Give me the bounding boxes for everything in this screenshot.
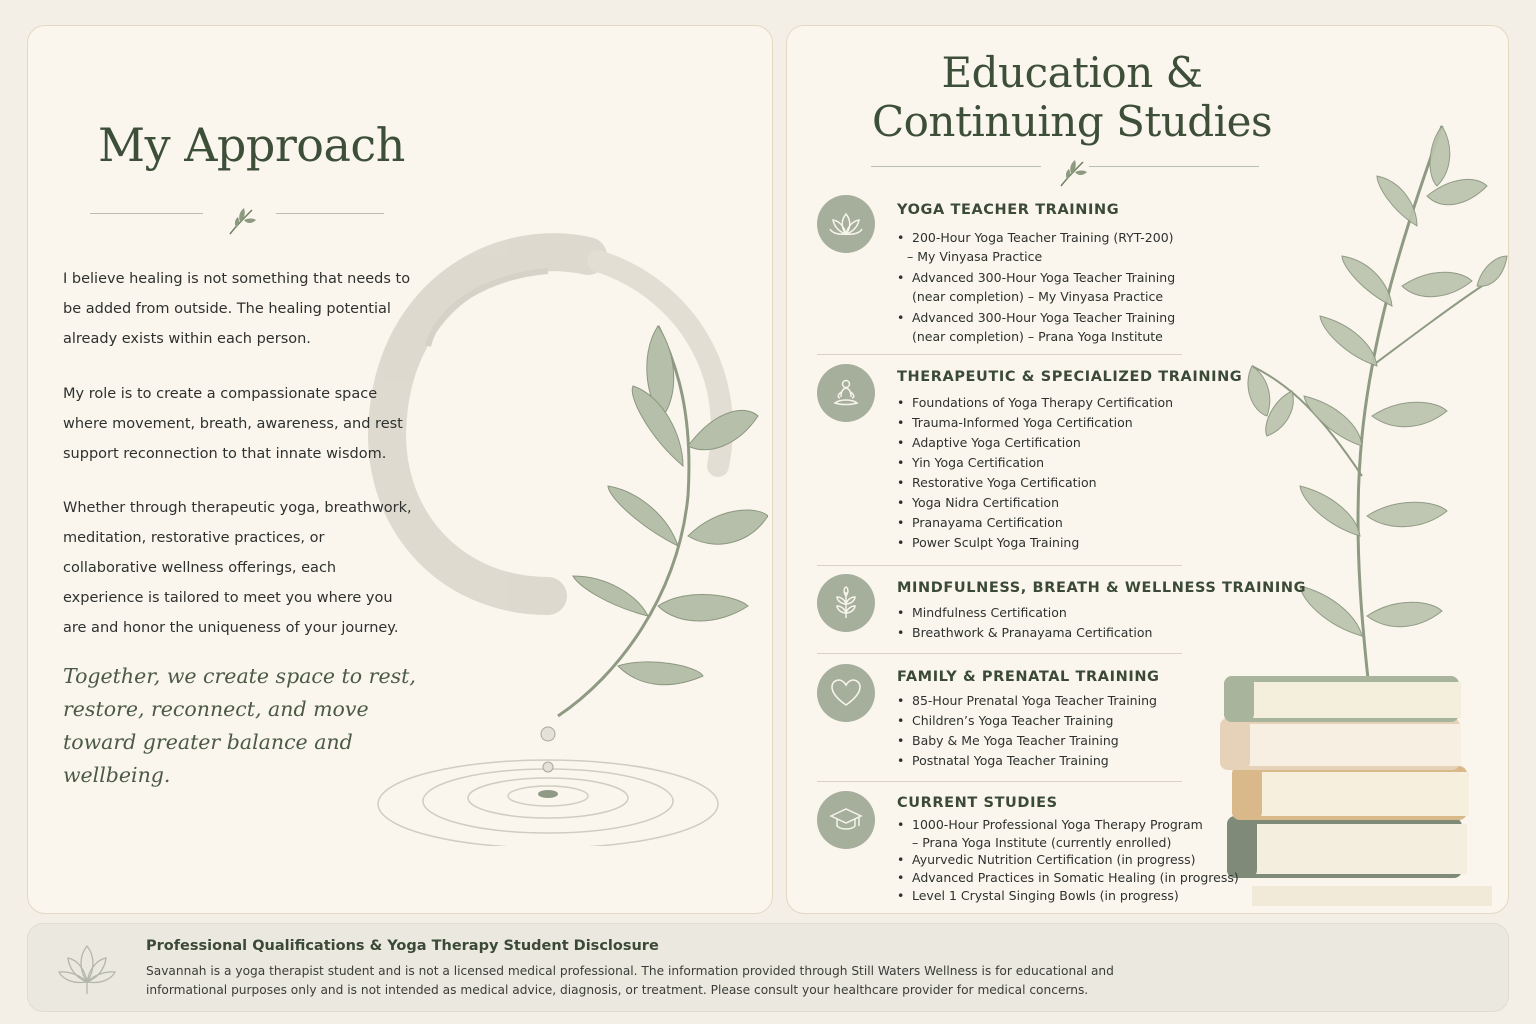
section-mindfulness-training xyxy=(817,580,1307,650)
list-item: • Yin Yoga Certification xyxy=(897,453,1173,473)
section-therapeutic-training xyxy=(817,369,1257,569)
section-heading: MINDFULNESS, BREATH & WELLNESS TRAINING xyxy=(897,580,1307,596)
list-item: • Trauma-Informed Yoga Certification xyxy=(897,413,1173,433)
list-item: – My Vinyasa Practice xyxy=(907,249,1043,264)
section-list xyxy=(897,816,1239,905)
education-title xyxy=(847,48,1297,146)
title-divider-left xyxy=(871,166,1041,167)
lotus-icon xyxy=(56,940,118,996)
title-divider-right xyxy=(276,213,384,214)
disclosure-text: Savannah is a yoga therapist student and is not a licensed medical professional. The information provided through Still Waters Wellness is for educational and informational purposes only and is not intended as medical advice, diagnosis, or treatment. Please consult your healthcare provider for medical concerns. xyxy=(146,964,1114,997)
list-item: • Advanced Practices in Somatic Healing (in progress) xyxy=(897,869,1239,887)
approach-panel xyxy=(27,25,773,914)
leaf-icon xyxy=(226,206,258,236)
list-item: – Prana Yoga Institute (currently enrolled) xyxy=(912,835,1172,850)
section-list xyxy=(897,228,1175,346)
section-divider xyxy=(817,565,1182,566)
list-item: • Children’s Yoga Teacher Training xyxy=(897,711,1157,731)
list-item: • Advanced 300-Hour Yoga Teacher Training xyxy=(897,268,1175,287)
list-item: (near completion) – Prana Yoga Institute xyxy=(912,329,1163,344)
section-divider xyxy=(817,781,1182,782)
disclosure-title: Professional Qualifications & Yoga Therapy Student Disclosure xyxy=(146,938,659,954)
education-panel xyxy=(786,25,1509,914)
education-title-line-1: Education & xyxy=(941,48,1203,97)
section-heading: YOGA TEACHER TRAINING xyxy=(897,202,1120,218)
education-title-line-2: Continuing Studies xyxy=(871,97,1273,146)
section-heading: FAMILY & PRENATAL TRAINING xyxy=(897,669,1160,685)
sprout-icon xyxy=(817,574,875,632)
list-item: • Breathwork & Pranayama Certification xyxy=(897,623,1152,643)
section-list xyxy=(897,691,1157,771)
list-item: • Level 1 Crystal Singing Bowls (in progress) xyxy=(897,887,1239,905)
list-item: • Ayurvedic Nutrition Certification (in progress) xyxy=(897,851,1239,869)
list-item: • Adaptive Yoga Certification xyxy=(897,433,1173,453)
lotus-icon xyxy=(817,195,875,253)
list-item: • 1000-Hour Professional Yoga Therapy Program xyxy=(897,816,1239,834)
approach-paragraph-3: Whether through therapeutic yoga, breathwork, meditation, restorative practices, or collaborative wellness offerings, each experience is tailored to meet you where you are and honor the uniqueness of your journey. xyxy=(63,500,412,636)
closing-quote: Together, we create space to rest, restore, reconnect, and move toward greater balance and wellbeing. xyxy=(63,664,416,787)
section-yoga-teacher-training xyxy=(817,202,1257,352)
title-divider-left xyxy=(90,213,203,214)
list-item: • Power Sculpt Yoga Training xyxy=(897,533,1173,553)
approach-paragraph-2: My role is to create a compassionate space where movement, breath, awareness, and rest support reconnection to that innate wisdom. xyxy=(63,386,403,462)
section-divider xyxy=(817,653,1182,654)
list-item: • Foundations of Yoga Therapy Certification xyxy=(897,393,1173,413)
list-item: • 85-Hour Prenatal Yoga Teacher Training xyxy=(897,691,1157,711)
disclosure-footer xyxy=(27,923,1509,1012)
leaf-icon xyxy=(1057,158,1089,188)
list-item: (near completion) – My Vinyasa Practice xyxy=(912,289,1164,304)
section-heading: CURRENT STUDIES xyxy=(897,795,1058,811)
section-family-prenatal-training xyxy=(817,669,1257,779)
section-list xyxy=(897,393,1173,553)
list-item: • Yoga Nidra Certification xyxy=(897,493,1173,513)
list-item: • Mindfulness Certification xyxy=(897,603,1152,623)
section-current-studies xyxy=(817,795,1257,910)
heart-icon xyxy=(817,664,875,722)
list-item: • Pranayama Certification xyxy=(897,513,1173,533)
section-heading: THERAPEUTIC & SPECIALIZED TRAINING xyxy=(897,369,1243,385)
approach-title: My Approach xyxy=(98,118,405,172)
list-item: • Restorative Yoga Certification xyxy=(897,473,1173,493)
graduation-cap-icon xyxy=(817,791,875,849)
list-item: • Advanced 300-Hour Yoga Teacher Training xyxy=(897,308,1175,327)
list-item: • 200-Hour Yoga Teacher Training (RYT-200) xyxy=(897,228,1175,247)
title-divider-right xyxy=(1089,166,1259,167)
approach-paragraph-1: I believe healing is not something that needs to be added from outside. The healing potential already exists within each person. xyxy=(63,271,411,347)
section-list xyxy=(897,603,1152,643)
meditation-icon xyxy=(817,364,875,422)
section-divider xyxy=(817,354,1182,355)
list-item: • Baby & Me Yoga Teacher Training xyxy=(897,731,1157,751)
list-item: • Postnatal Yoga Teacher Training xyxy=(897,751,1157,771)
